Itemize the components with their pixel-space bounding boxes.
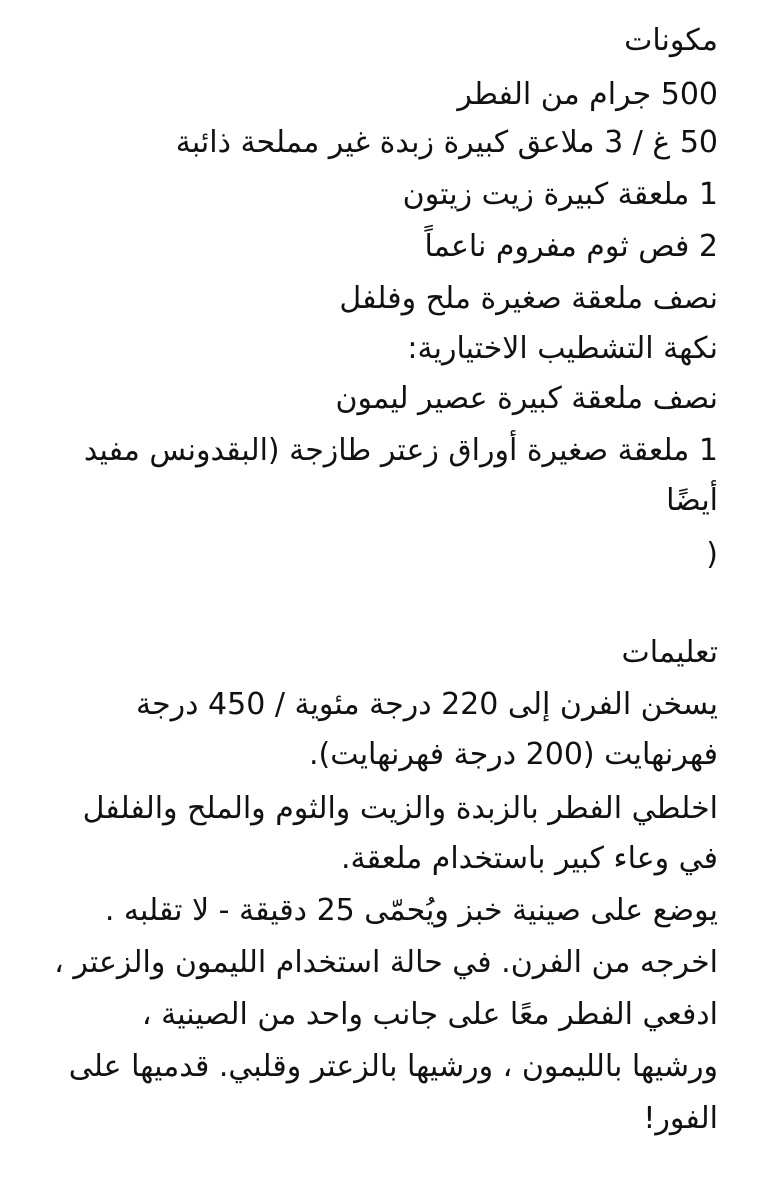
ingredient-line: نصف ملعقة صغيرة ملح وفلفل: [339, 281, 718, 316]
instruction-line: يسخن الفرن إلى 220 درجة مئوية / 450 درجة: [136, 687, 718, 722]
instruction-line: اخلطي الفطر بالزبدة والزيت والثوم والملح والفلفل: [82, 791, 718, 826]
ingredient-line: 1 ملعقة كبيرة زيت زيتون: [402, 177, 718, 212]
instruction-line: اخرجه من الفرن. في حالة استخدام الليمون والزعتر ،: [54, 945, 718, 980]
ingredient-line: 1 ملعقة صغيرة أوراق زعتر طازجة (البقدونس مفيد: [83, 433, 718, 468]
ingredient-line: 50 غ / 3 ملاعق كبيرة زبدة غير مملحة ذائبة: [175, 125, 718, 160]
instruction-line: يوضع على صينية خبز ويُحمّى 25 دقيقة - لا تقلبه .: [104, 893, 718, 928]
ingredients-heading: مكونات: [624, 23, 718, 58]
ingredient-line: نكهة التشطيب الاختيارية:: [407, 331, 718, 366]
instruction-line: في وعاء كبير باستخدام ملعقة.: [340, 841, 718, 876]
instruction-line: الفور!: [643, 1101, 718, 1136]
instruction-line: فهرنهايت (200 درجة فهرنهايت).: [309, 737, 718, 772]
ingredient-line: 2 فص ثوم مفروم ناعماً: [424, 229, 718, 264]
ingredient-line: 500 جرام من الفطر: [457, 77, 718, 112]
ingredient-line: ): [706, 537, 718, 572]
ingredient-line: نصف ملعقة كبيرة عصير ليمون: [335, 381, 718, 416]
instruction-line: ورشيها بالليمون ، ورشيها بالزعتر وقلبي. قدميها على: [68, 1049, 718, 1084]
ingredient-line: أيضًا: [666, 483, 718, 518]
instructions-heading: تعليمات: [621, 635, 718, 670]
instruction-line: ادفعي الفطر معًا على جانب واحد من الصينية ،: [141, 997, 718, 1032]
